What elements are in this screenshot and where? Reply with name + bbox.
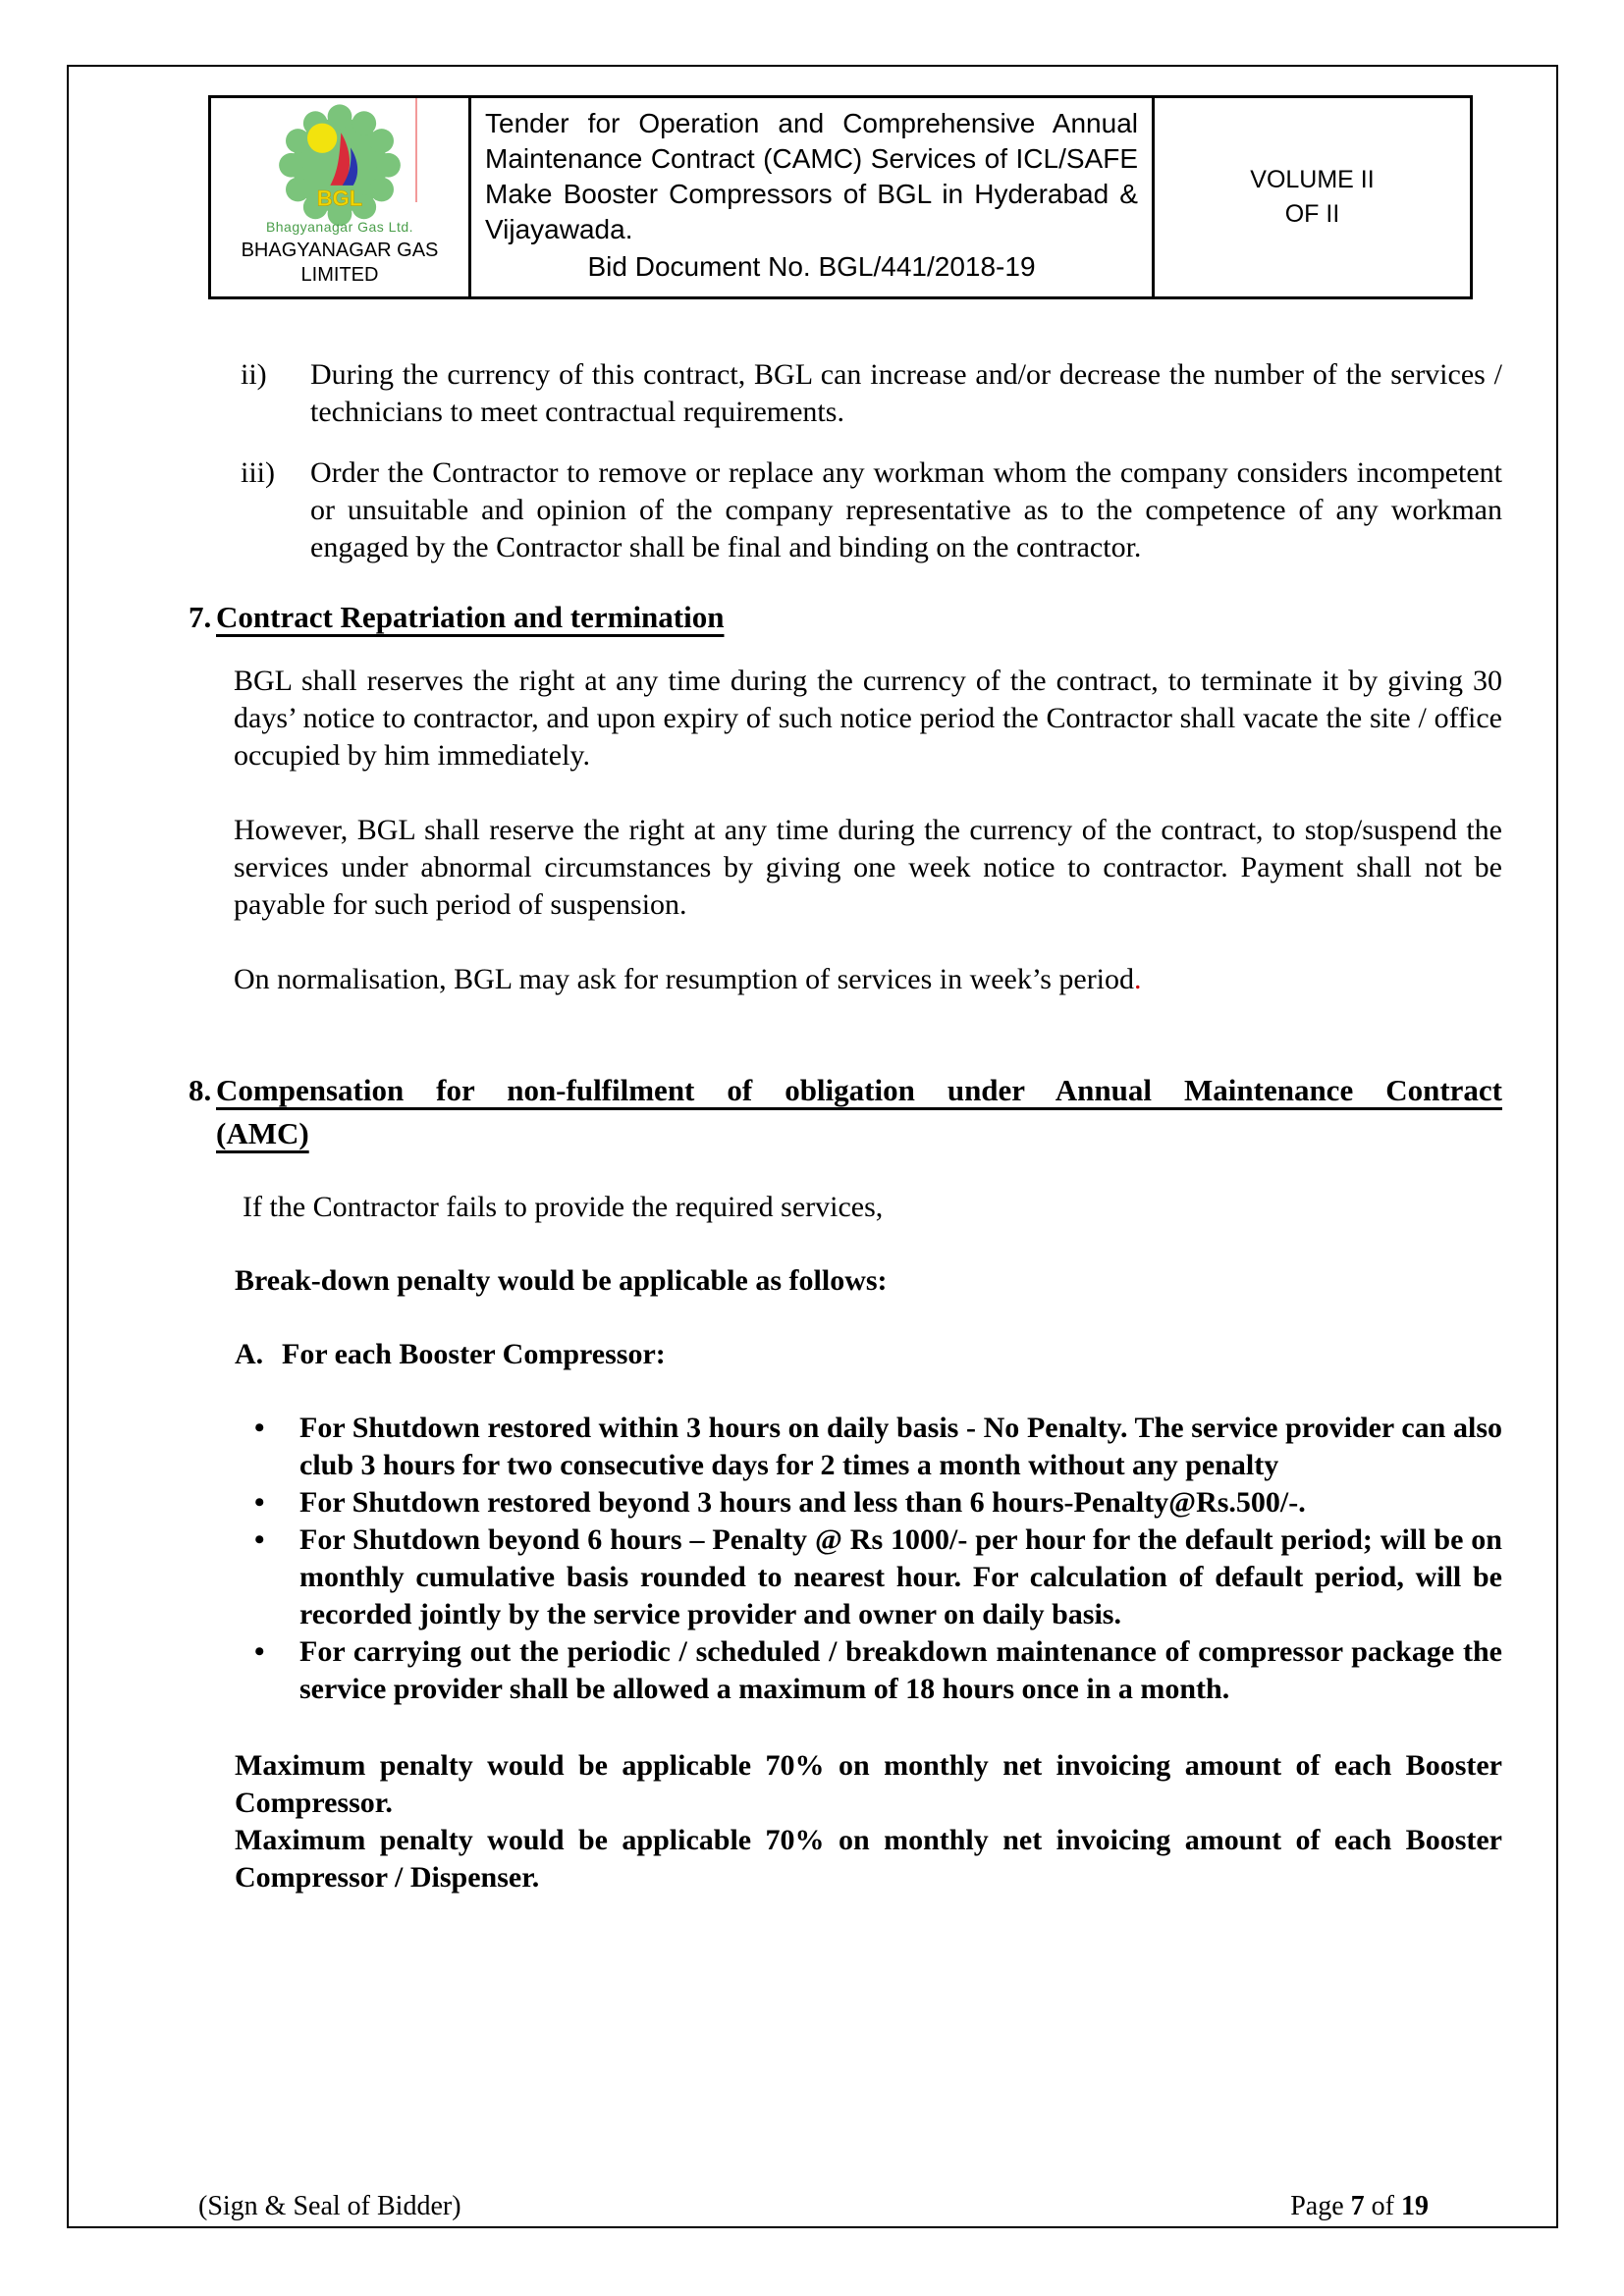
bullet-text: For Shutdown restored within 3 hours on daily basis - No Penalty. The service provider can also club 3 hours for two consecutive days for 2 times a month without any penalty (299, 1412, 1502, 1481)
company-name: BHAGYANAGAR GAS LIMITED (241, 240, 439, 286)
list-item-ii (189, 356, 1502, 431)
document-body (69, 301, 1556, 1896)
header-table (208, 95, 1473, 299)
logo-monogram: BGL (316, 186, 363, 211)
list-item-iii (189, 454, 1502, 566)
paragraph-text: On normalisation, BGL may ask for resumption of services in week’s period (234, 963, 1135, 995)
bullet-item (189, 1633, 1502, 1708)
section-number: 8. (189, 1073, 212, 1107)
red-period: . (1134, 963, 1142, 995)
paragraph (234, 961, 1502, 998)
page-label: Page (1290, 2191, 1344, 2221)
section8-heading (189, 1069, 1502, 1112)
max-penalty-paragraph: Maximum penalty would be applicable 70% on monthly net invoicing amount of each Booster Compressor. (235, 1749, 1502, 1819)
bullet-icon: • (254, 1635, 265, 1668)
sub-item-title: For each Booster Compressor: (282, 1338, 666, 1370)
bullet-item (189, 1522, 1502, 1633)
volume-cell (1155, 98, 1470, 296)
paragraph: BGL shall reserves the right at any time during the currency of the contract, to terminate it by giving 30 days’ notice to contractor, and upon expiry of such notice period the Contractor shall vacate the site / office occupied by him immediately. (234, 665, 1502, 772)
page-current: 7 (1350, 2191, 1365, 2221)
section-title: Compensation for non-fulfilment of obligation under Annual Maintenance Contract (216, 1073, 1502, 1107)
logo-sun (307, 124, 337, 153)
tender-title-cell (471, 98, 1155, 296)
section7-heading (189, 596, 1502, 639)
page-number (1290, 2191, 1429, 2222)
bgl-logo-icon (272, 103, 407, 233)
tender-title-line: Vijayawada. (485, 214, 633, 244)
paragraph: However, BGL shall reserve the right at any time during the currency of the contract, to stop/suspend the services under abnormal circumstances by giving one week notice to contractor. Payment shall not be payable for such period of suspension. (234, 814, 1502, 921)
list-text: During the currency of this contract, BGL can increase and/or decrease the number of the services / technicians to meet contractual requirements. (310, 358, 1502, 428)
logo-caption: Bhagyanagar Gas Ltd. (265, 219, 414, 235)
scan-artifact-line (415, 98, 417, 202)
bid-document-number: Bid Document No. BGL/441/2018-19 (587, 251, 1036, 282)
tender-title-line: Make Booster Compressors of BGL in Hyderabad & (485, 179, 1138, 209)
page-total: 19 (1401, 2191, 1429, 2221)
section-title-continued: (AMC) (216, 1116, 309, 1150)
list-text: Order the Contractor to remove or replace any workman whom the company considers incompetent or unsuitable and opinion of the company representative as to the competence of any workman engaged by the Contractor shall be final and binding on the contractor. (310, 456, 1502, 563)
tender-title-line: Tender for Operation and Comprehensive Annual (485, 108, 1138, 138)
list-marker: ii) (241, 358, 267, 391)
bullet-text: For Shutdown beyond 6 hours – Penalty @ Rs 1000/- per hour for the default period; will be on monthly cumulative basis rounded to nearest hour. For calculation of default period, will be recorded jointly by the service provider and owner on daily basis. (299, 1523, 1502, 1630)
section-title: Contract Repatriation and termination (216, 600, 725, 634)
sub-item-marker: A. (235, 1338, 264, 1370)
list-marker: iii) (241, 456, 275, 489)
bullet-icon: • (254, 1486, 265, 1519)
intro-paragraph: If the Contractor fails to provide the required services, (243, 1191, 884, 1223)
bullet-icon: • (254, 1523, 265, 1556)
volume-line: VOLUME II (1250, 166, 1375, 193)
of-label: of (1371, 2191, 1394, 2221)
bullet-item (189, 1484, 1502, 1522)
breakdown-penalty-heading: Break-down penalty would be applicable as follows: (235, 1264, 888, 1297)
bullet-text: For Shutdown restored beyond 3 hours and less than 6 hours-Penalty@Rs.500/-. (299, 1486, 1306, 1519)
section-number: 7. (189, 600, 212, 634)
bullet-icon: • (254, 1412, 265, 1444)
tender-title-line: Maintenance Contract (CAMC) Services of ICL/SAFE (485, 143, 1138, 174)
bullet-item (189, 1410, 1502, 1484)
logo-cell (211, 98, 471, 296)
page-border (67, 65, 1558, 2228)
sign-seal-note: (Sign & Seal of Bidder) (198, 2191, 461, 2221)
max-penalty-paragraph: Maximum penalty would be applicable 70% on monthly net invoicing amount of each Booster Compressor / Dispenser. (235, 1824, 1502, 1894)
bullet-text: For carrying out the periodic / scheduled / breakdown maintenance of compressor package the service provider shall be allowed a maximum of 18 hours once in a month. (299, 1635, 1502, 1705)
section8-heading-line2 (189, 1112, 1502, 1155)
volume-line: OF II (1284, 200, 1340, 228)
sub-item-a (189, 1336, 1502, 1373)
